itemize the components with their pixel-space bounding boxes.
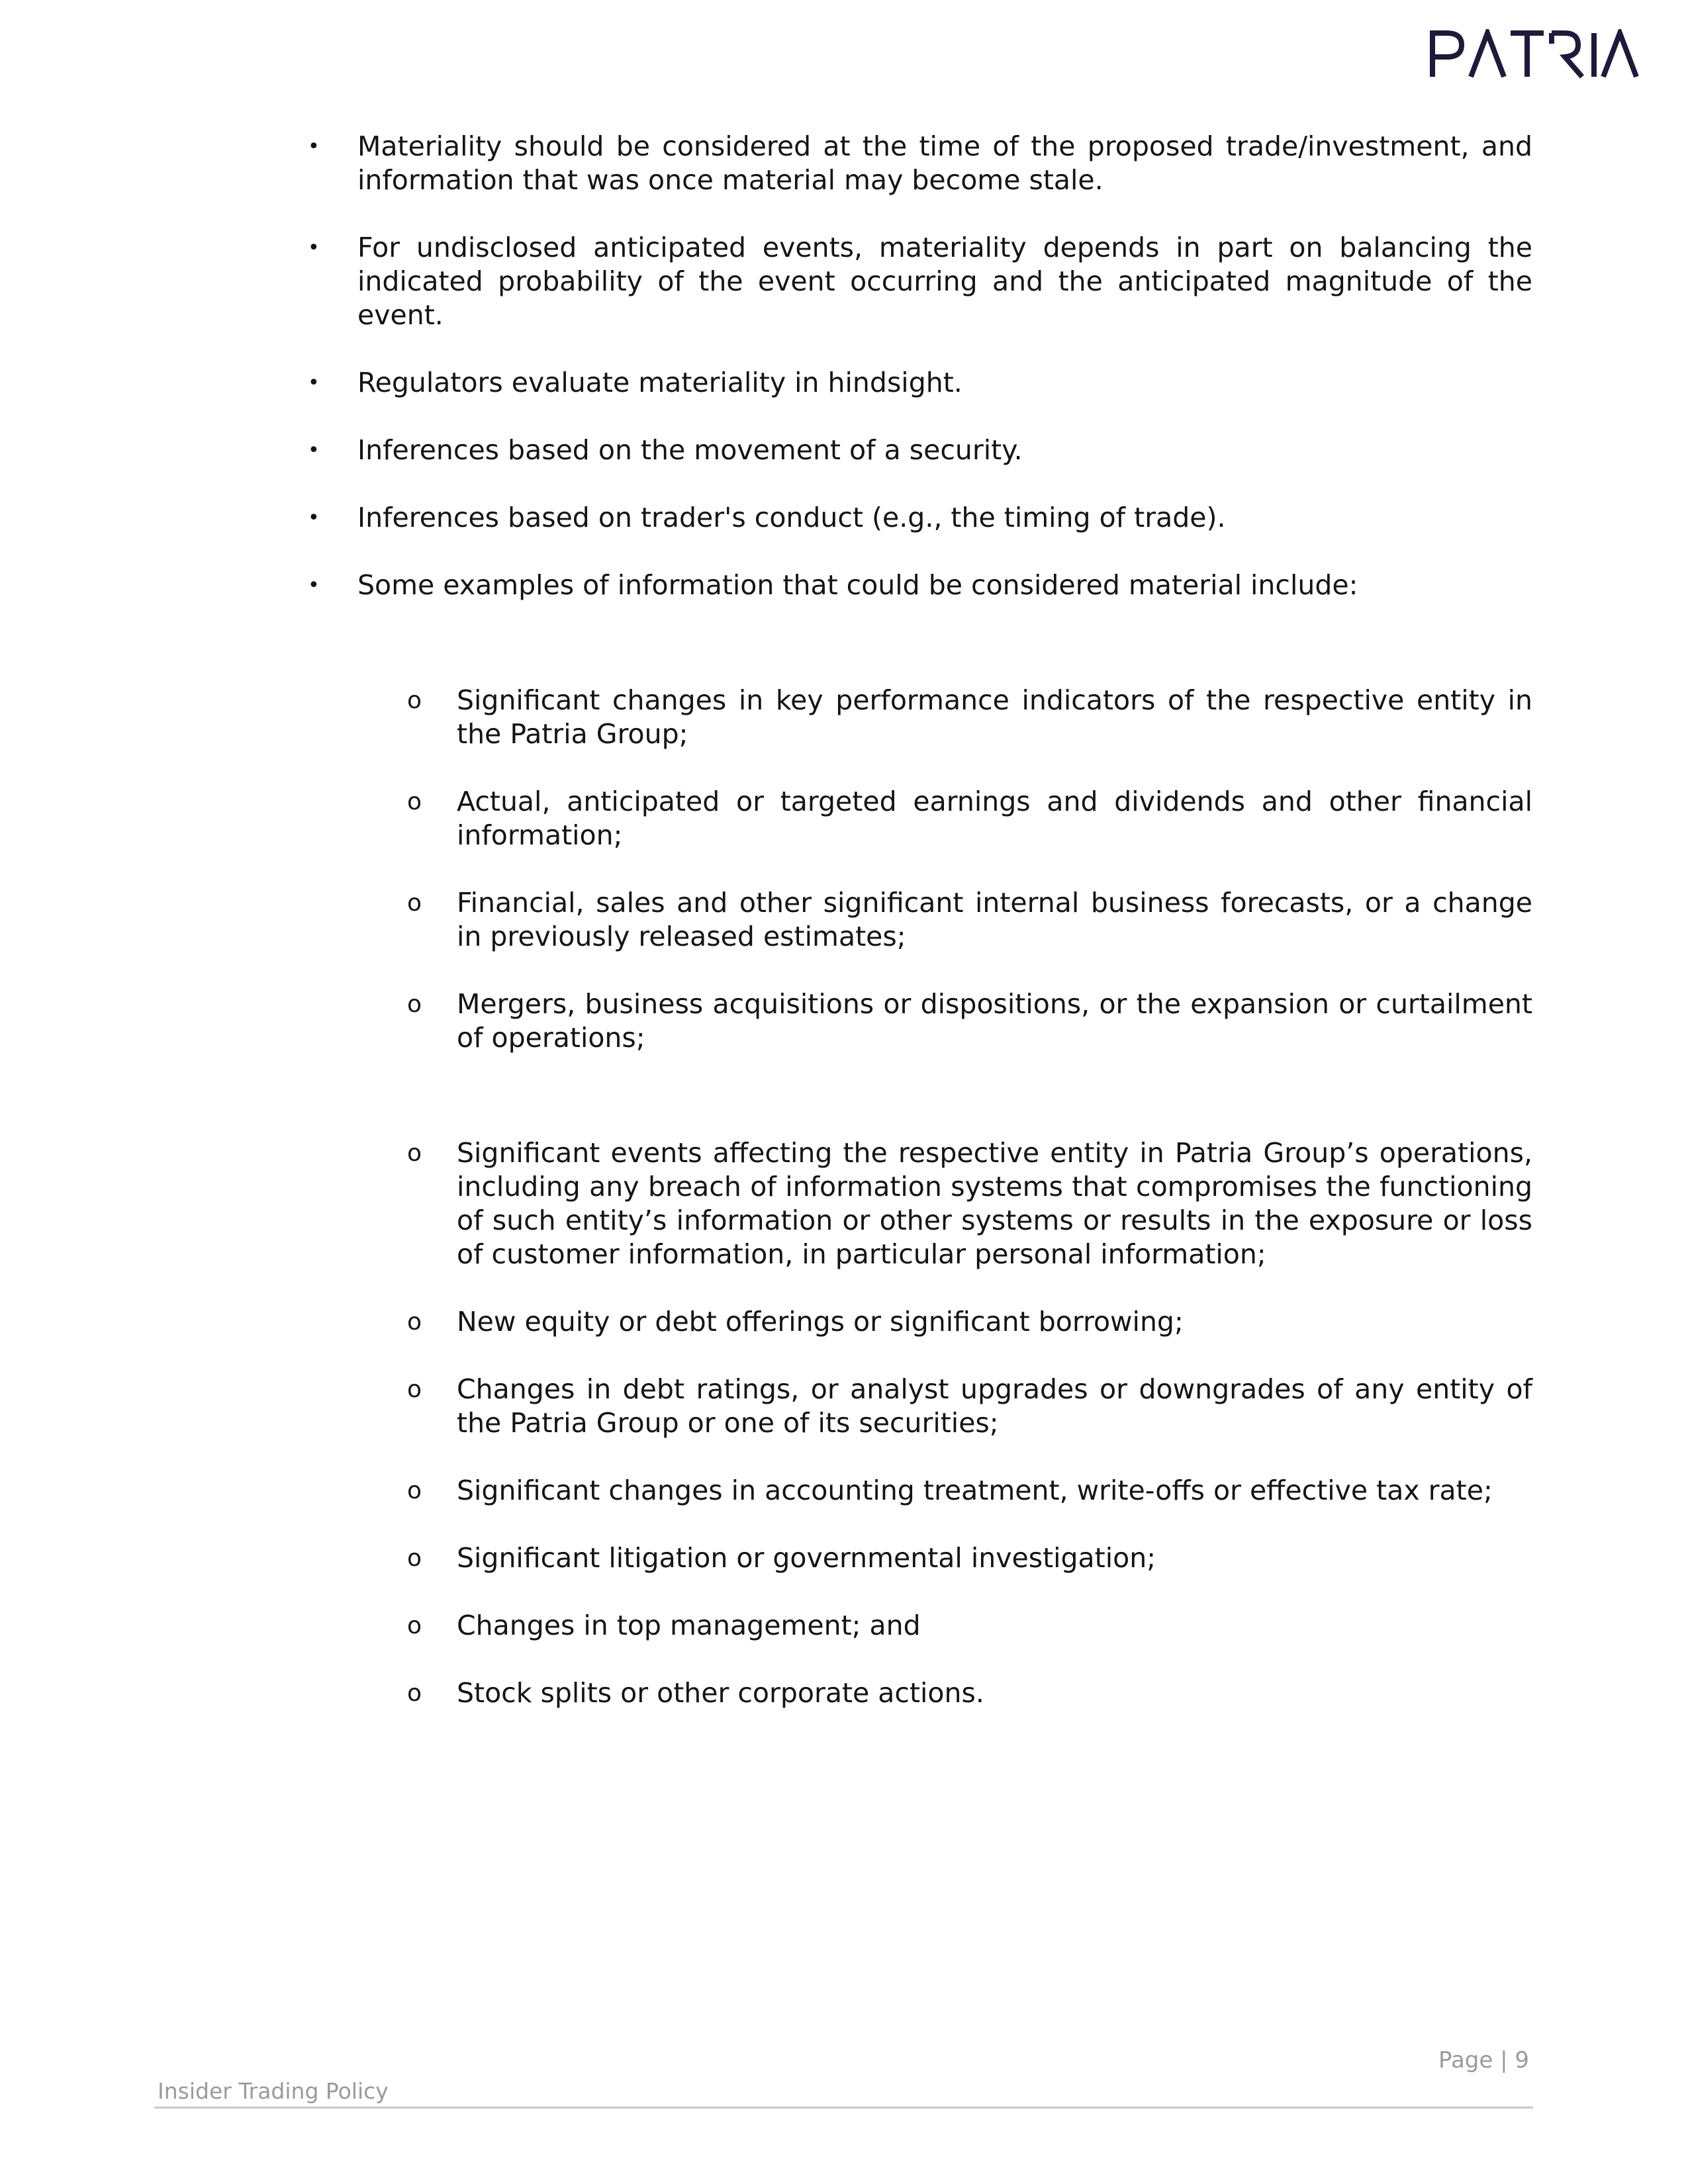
sub-item-text: New equity or debt offerings or significant borrowing; — [457, 1306, 1184, 1338]
sub-bullet-marker: o — [407, 1308, 422, 1336]
bullet-item — [308, 569, 1532, 602]
sub-bullet-marker: o — [407, 1680, 422, 1707]
bullet-marker: • — [308, 236, 320, 259]
footer-divider — [154, 2107, 1533, 2109]
bullet-text: Some examples of information that could be considered material include: — [357, 569, 1358, 601]
bullet-item — [308, 130, 1532, 197]
sub-item-text: Significant changes in accounting treatment, write-offs or effective tax rate; — [457, 1475, 1493, 1506]
bullet-marker: • — [308, 135, 320, 158]
sub-item-text: Actual, anticipated or targeted earnings and dividends and other financial information; — [457, 786, 1532, 851]
sub-item-text: Mergers, business acquisitions or dispositions, or the expansion or curtailment of operations; — [457, 988, 1532, 1054]
sub-list-item — [308, 684, 1532, 751]
sub-bullet-marker: o — [407, 1612, 422, 1639]
logo-text — [1427, 79, 1428, 80]
sub-list-item — [308, 785, 1532, 852]
sub-list-item — [308, 886, 1532, 954]
bullet-marker: • — [308, 371, 320, 394]
sub-list-item — [308, 1474, 1532, 1508]
sub-bullet-marker: o — [407, 1140, 422, 1167]
footer-document-title: Insider Trading Policy — [158, 2078, 389, 2104]
sub-item-text: Financial, sales and other significant internal business forecasts, or a change in previously released estimates; — [457, 887, 1532, 952]
sub-item-text: Changes in debt ratings, or analyst upgrades or downgrades of any entity of the Patria Group or one of its securities; — [457, 1373, 1532, 1439]
bullet-marker: • — [308, 439, 320, 462]
sub-item-text: Significant litigation or governmental investigation; — [457, 1542, 1156, 1574]
sub-list-item — [308, 1373, 1532, 1440]
bullet-text: Inferences based on the movement of a security. — [357, 434, 1023, 466]
main-content — [308, 130, 1532, 1710]
bullet-item — [308, 366, 1532, 400]
patria-logo — [1427, 29, 1639, 79]
bullet-text: Materiality should be considered at the time of the proposed trade/investment, and information that was once material may become stale. — [357, 130, 1532, 196]
sub-list-item — [308, 1676, 1532, 1710]
sub-bullet-marker: o — [407, 1477, 422, 1504]
sub-bullet-marker: o — [407, 788, 422, 815]
sub-list-item — [308, 1541, 1532, 1575]
bullet-marker: • — [308, 574, 320, 597]
bullet-text: Inferences based on trader's conduct (e.g., the timing of trade). — [357, 502, 1226, 533]
sub-bullet-marker: o — [407, 1376, 422, 1403]
sub-item-text: Changes in top management; and — [457, 1610, 921, 1641]
sub-item-text: Significant changes in key performance indicators of the respective entity in the Patria Group; — [457, 684, 1532, 750]
sub-bullet-marker: o — [407, 889, 422, 917]
sub-list-item — [308, 1136, 1532, 1271]
sub-list-item — [308, 1609, 1532, 1643]
bullet-item — [308, 231, 1532, 332]
sub-bullet-marker: o — [407, 687, 422, 714]
bullet-text: Regulators evaluate materiality in hindsight. — [357, 367, 962, 398]
sub-item-text: Stock splits or other corporate actions. — [457, 1677, 984, 1709]
sub-list-item — [308, 1305, 1532, 1339]
bullet-item — [308, 433, 1532, 467]
sub-list-item — [308, 987, 1532, 1055]
sub-bullet-marker: o — [407, 991, 422, 1018]
bullet-item — [308, 501, 1532, 535]
bullet-text: For undisclosed anticipated events, materiality depends in part on balancing the indicated probability of the event occurring and the anticipated magnitude of the event. — [357, 232, 1532, 331]
sub-item-text: Significant events affecting the respective entity in Patria Group’s operations, including any breach of information systems that compromises the functioning of such entity’s information or other systems or results in the exposure or loss of customer information, in particular personal information; — [457, 1137, 1532, 1270]
page-number: Page | 9 — [1438, 2047, 1529, 2073]
bullet-marker: • — [308, 506, 320, 529]
sub-bullet-marker: o — [407, 1545, 422, 1572]
